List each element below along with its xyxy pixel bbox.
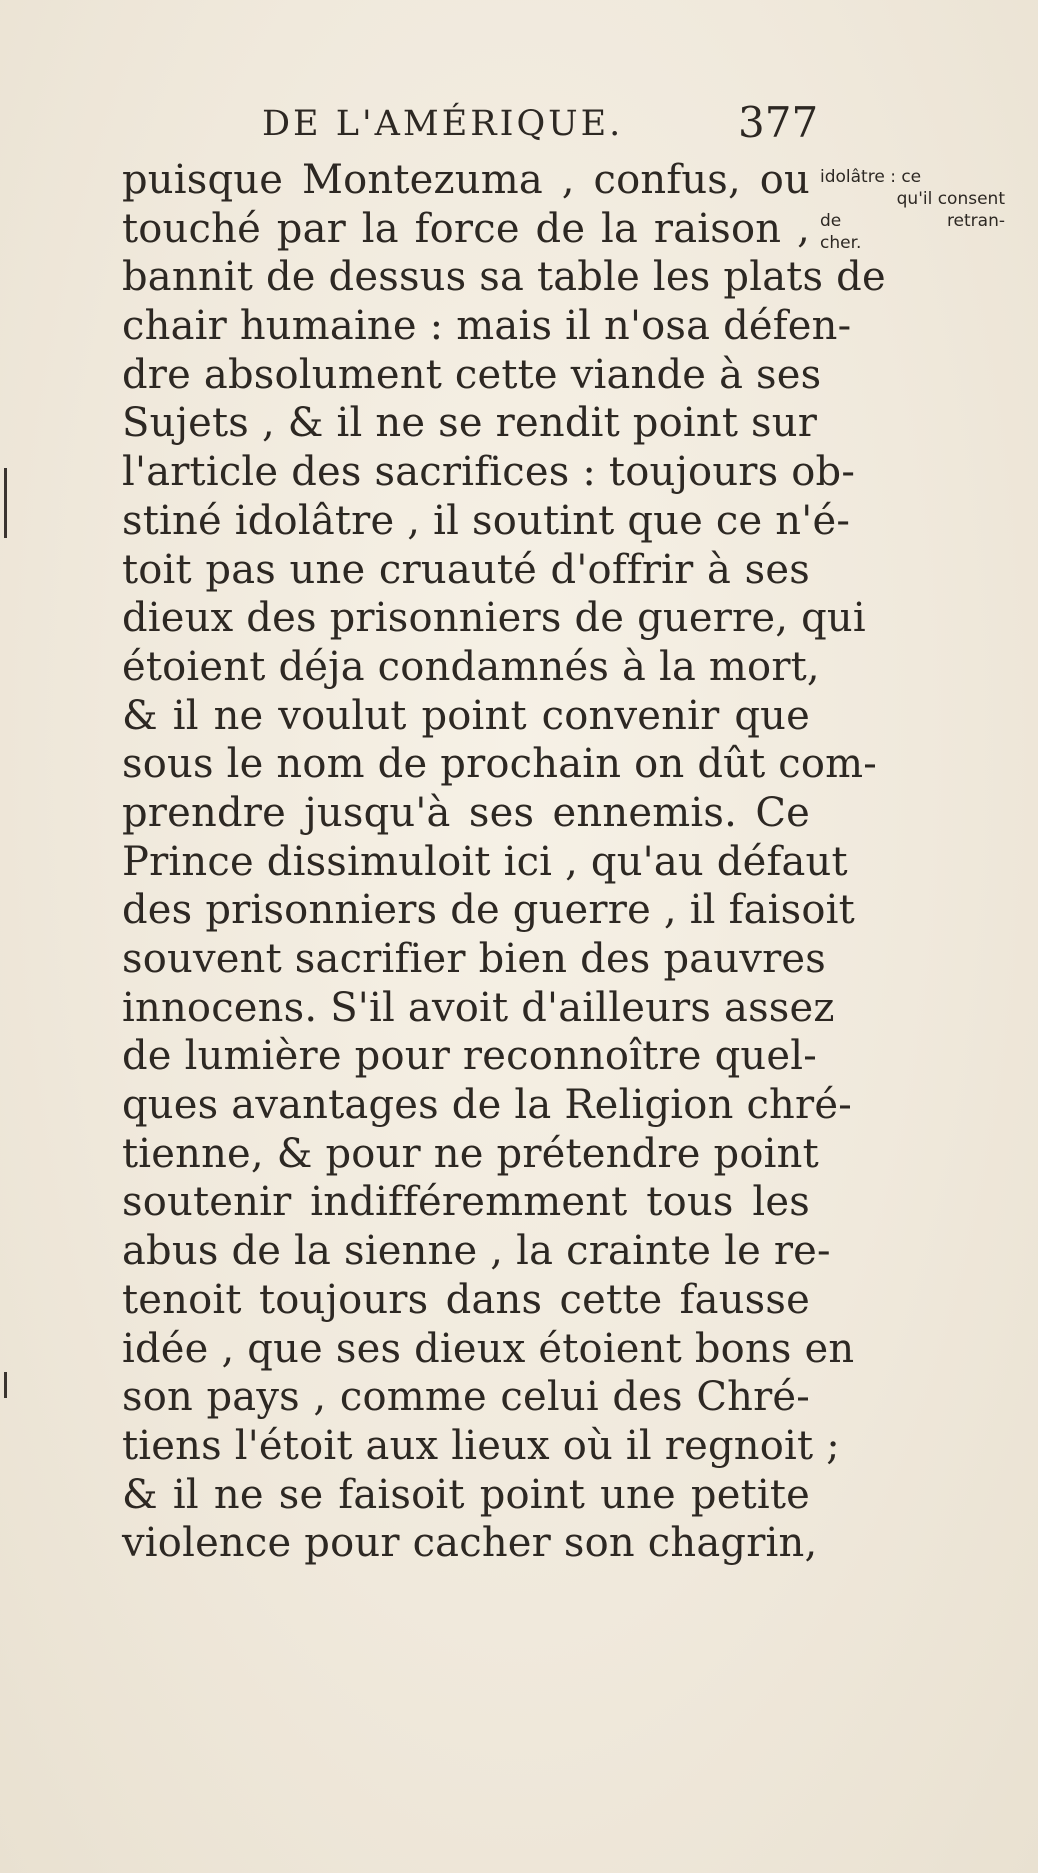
text-line: tenoit toujours dans cette fausse — [122, 1276, 810, 1323]
text-line: innocens. S'il avoit d'ailleurs assez — [122, 984, 835, 1031]
margin-note-line — [820, 210, 1005, 232]
page-number: 377 — [738, 98, 819, 147]
text-line: toit pas une cruauté d'offrir à ses — [122, 546, 810, 593]
margin-note — [820, 166, 1005, 254]
text-line: prendre jusqu'à ses ennemis. Ce — [122, 789, 810, 836]
text-line: Prince dissimuloit ici , qu'au défaut — [122, 838, 848, 885]
text-line: soutenir indifféremment tous les — [122, 1179, 810, 1226]
text-line: puisque Montezuma , confus, ou — [122, 157, 810, 203]
text-line: chair humaine : mais il n'osa défen- — [122, 303, 852, 350]
binding-edge-mark — [4, 468, 7, 538]
text-line: stiné idolâtre , il soutint que ce n'é- — [122, 497, 851, 544]
text-line: bannit de dessus sa table les plats de — [122, 254, 886, 301]
text-line: sous le nom de prochain on dût com- — [122, 741, 878, 788]
text-line: dieux des prisonniers de guerre, qui — [122, 595, 866, 642]
text-line: des prisonniers de guerre , il faisoit — [122, 887, 855, 934]
text-line: & il ne voulut point convenir que — [122, 692, 810, 739]
margin-note-line: qu'il consent — [896, 189, 1005, 209]
margin-note-line: idolâtre : ce — [820, 167, 922, 187]
text-line: ques avantages de la Religion chré- — [122, 1082, 852, 1129]
text-line: & il ne se faisoit point une petite — [122, 1471, 810, 1518]
margin-note-word: de — [820, 211, 842, 231]
margin-note-line: cher. — [820, 233, 862, 253]
text-line: l'article des sacrifices : toujours ob- — [122, 449, 856, 496]
margin-note-word: retran- — [946, 211, 1005, 231]
text-line: abus de la sienne , la crainte le re- — [122, 1228, 831, 1275]
running-head: DE L'AMÉRIQUE. — [262, 104, 624, 144]
text-line: violence pour cacher son chagrin, — [122, 1520, 818, 1567]
binding-edge-mark — [4, 1372, 7, 1398]
text-line: Sujets , & il ne se rendit point sur — [122, 400, 818, 447]
text-line: dre absolument cette viande à ses — [122, 351, 822, 398]
text-line: de lumière pour reconnoître quel- — [122, 1033, 817, 1080]
text-line: son pays , comme celui des Chré- — [122, 1374, 810, 1421]
text-line: tiens l'étoit aux lieux où il regnoit ; — [122, 1422, 840, 1469]
text-line: étoient déja condamnés à la mort, — [122, 643, 820, 690]
text-line: souvent sacrifier bien des pauvres — [122, 936, 826, 982]
text-line: idée , que ses dieux étoient bons en — [122, 1325, 855, 1372]
text-line: tienne, & pour ne prétendre point — [122, 1130, 819, 1177]
text-line: touché par la force de la raison , — [122, 205, 810, 252]
